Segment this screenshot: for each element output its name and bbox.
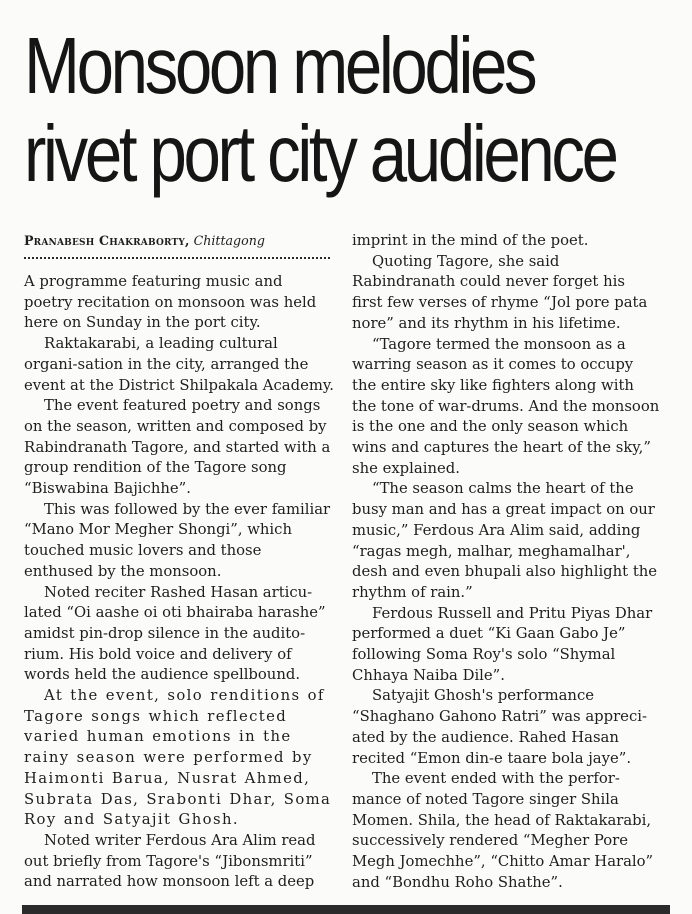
paragraph: Quoting Tagore, she said Rabindranath could never forget his first few verses of rhyme “Jol pore pata nore” and its rhythm in his lifetime. <box>352 252 648 332</box>
left-column <box>24 232 334 893</box>
headline-line-1: Monsoon melodies <box>24 21 535 110</box>
dotted-divider <box>24 253 330 259</box>
photo-edge <box>22 905 670 914</box>
right-column <box>352 231 660 894</box>
paragraph: Ferdous Russell and Pritu Piyas Dhar performed a duet “Ki Gaan Gabo Je” following Soma Roy's solo “Shymal Chhaya Naiba Dile”. <box>352 604 653 684</box>
paragraph: The event featured poetry and songs on the season, written and composed by Rabindranath Tagore, and started with a group rendition of the Tagore song “Biswabina Bajichhe”. <box>24 397 331 498</box>
headline <box>24 21 616 198</box>
paragraph: Noted writer Ferdous Ara Alim read out briefly from Tagore's “Jibonsmriti” and narrated how monsoon left a deep <box>24 831 316 891</box>
byline <box>24 232 334 250</box>
paragraph: This was followed by the ever familiar “Mano Mor Megher Shongi”, which touched music lovers and those enthused by the monsoon. <box>24 500 331 580</box>
headline-line-2: rivet port city audience <box>24 109 616 198</box>
paragraph: “The season calms the heart of the busy man and has a great impact on our music,” Ferdous Ara Alim said, adding “ragas megh, malhar, meghamalhar', desh and even bhupali also highlight the rhythm of rain.” <box>352 480 658 601</box>
byline-location: Chittagong <box>193 233 265 248</box>
paragraph: Noted reciter Rashed Hasan articu-lated “Oi aashe oi oti bhairaba harashe” amidst pin-drop silence in the audito-rium. His bold voice and delivery of words held the audience spellbound. <box>24 583 326 684</box>
paragraph: imprint in the mind of the poet. <box>352 232 589 249</box>
paragraph: A programme featuring music and poetry recitation on monsoon was held here on Sunday in the port city. <box>24 273 317 332</box>
paragraph: Raktakarabi, a leading cultural organi-sation in the city, arranged the event at the District Shilpakala Academy. <box>24 335 334 394</box>
paragraph: Satyajit Ghosh's performance “Shaghano Gahono Ratri” was appreci-ated by the audience. Rahed Hasan recited “Emon din-e taare bola jaye”. <box>352 687 647 767</box>
paragraph: The event ended with the perfor-mance of noted Tagore singer Shila Momen. Shila, the head of Raktakarabi, successively rendered “Megher Pore Megh Jomechhe”, “Chitto Amar Haralo” and “Bondhu Roho Shathe”. <box>352 770 654 891</box>
paragraph: “Tagore termed the monsoon as a warring season as it comes to occupy the entire sky like fighters along with the tone of war-drums. And the monsoon is the one and the only season which wins and captures the heart of the sky,” she explained. <box>352 335 660 477</box>
byline-author: Pranabesh Chakraborty, <box>24 233 190 248</box>
paragraph: At the event, solo renditions of Tagore songs which reflected varied human emotions in the rainy season were performed by Haimonti Barua, Nusrat Ahmed, Subrata Das, Srabonti Dhar, Soma Roy and Satyajit Ghosh. <box>24 687 332 829</box>
